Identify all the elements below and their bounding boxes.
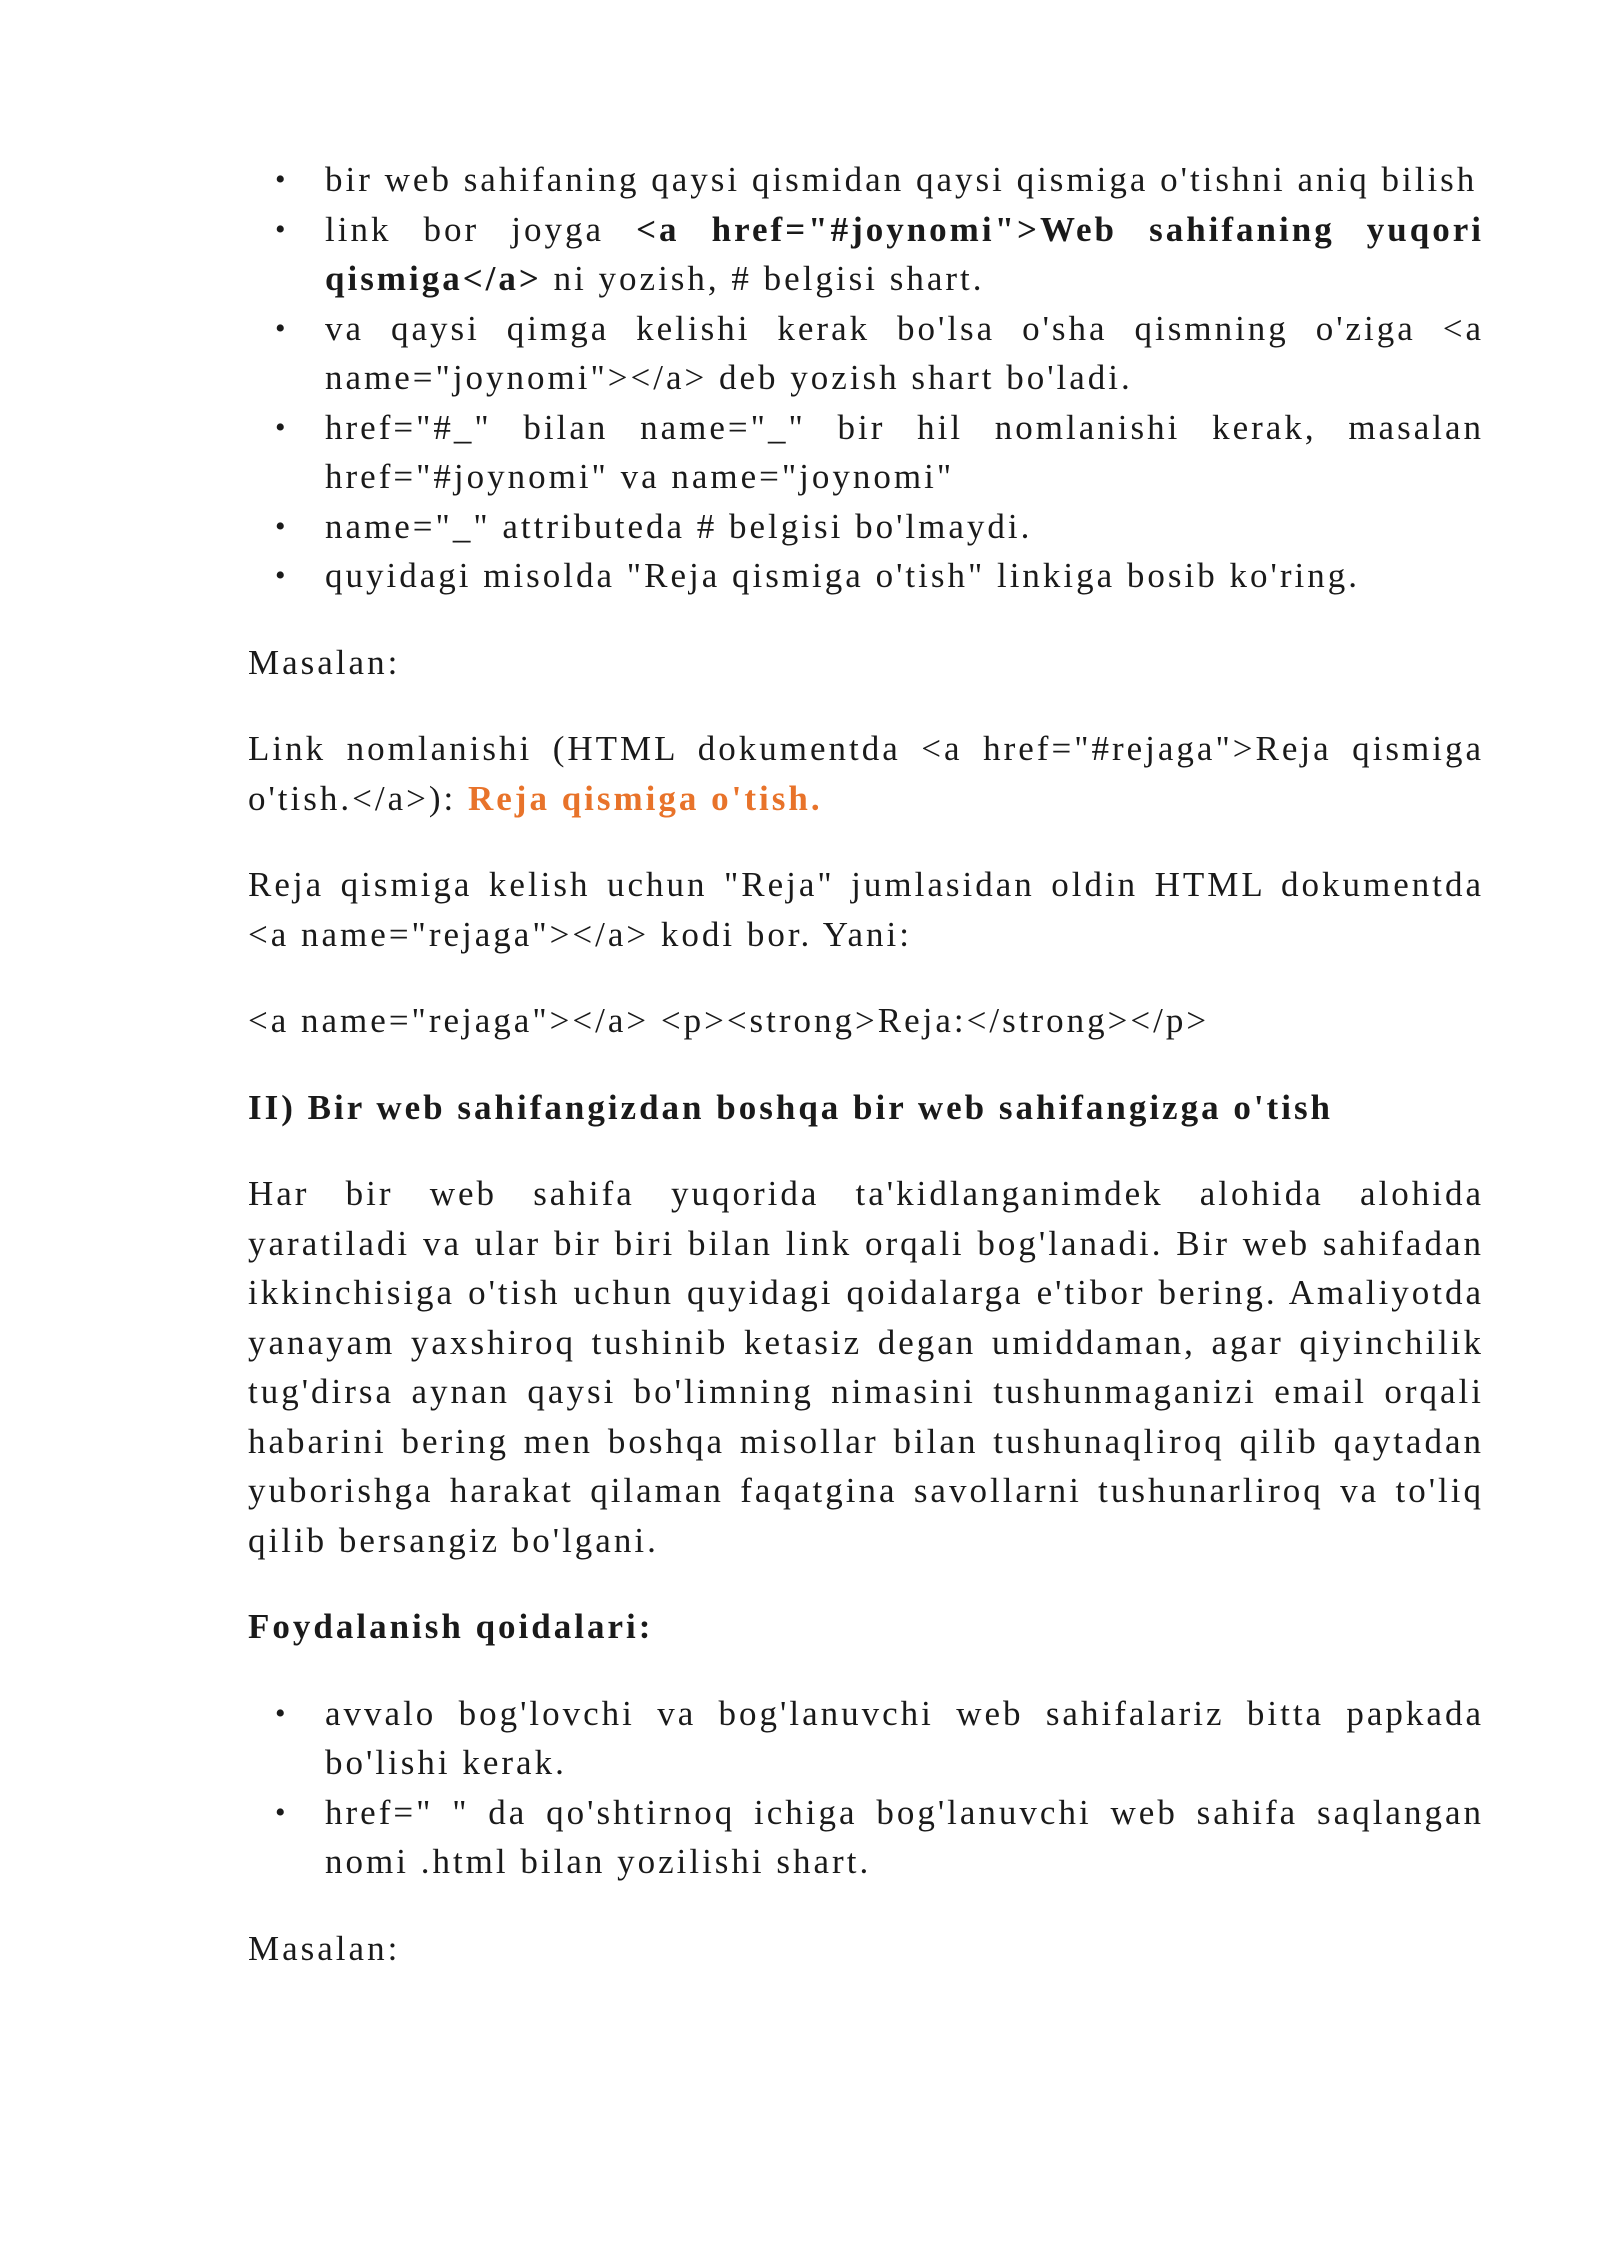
list-item-text: quyidagi misolda "Reja qismiga o'tish" linkiga bosib ko'ring.: [325, 556, 1360, 595]
list-item-text: href="#_" bilan name="_" bir hil nomlanishi kerak, masalan href="#joynomi" va name="joynomi": [325, 407, 1484, 496]
list-item-text: bir web sahifaning qaysi qismidan qaysi qismiga o'tishni aniq bilish: [325, 160, 1478, 199]
link-paragraph: [248, 724, 1484, 823]
anchor-rules-list: [248, 155, 1484, 601]
list-item: [248, 403, 1484, 502]
list-item: [248, 551, 1484, 601]
reja-paragraph: Reja qismiga kelish uchun "Reja" jumlasidan oldin HTML dokumentda <a name="rejaga"></a> kodi bor. Yani:: [248, 865, 1484, 954]
list-item: [248, 155, 1484, 205]
list-item: [248, 304, 1484, 403]
link-paragraph-text: Link nomlanishi (HTML dokumentda <a href="#rejaga">Reja qismiga o'tish.</a>):: [248, 729, 1484, 818]
list-item-text: href=" " da qo'shtirnoq ichiga bog'lanuvchi web sahifa saqlangan nomi .html bilan yozilishi shart.: [325, 1792, 1484, 1881]
list-item: [248, 502, 1484, 552]
code-snippet-bold: <a href="#joynomi">Web sahifaning yuqori qismiga</a>: [325, 209, 1484, 298]
section-heading: [248, 1083, 1484, 1133]
list-item-text: name="_" attributeda # belgisi bo'lmaydi.: [325, 506, 1033, 546]
list-item: [248, 1788, 1484, 1887]
list-item-text: va qaysi qimga kelishi kerak bo'lsa o'sha qismning o'ziga <a name="joynomi"></a> deb yozish shart bo'ladi.: [325, 308, 1484, 397]
code-line: <a name="rejaga"></a> <p><strong>Reja:</strong></p>: [248, 1001, 1210, 1040]
example-label: Masalan:: [248, 642, 401, 682]
list-item: [248, 205, 1484, 304]
list-item: [248, 1689, 1484, 1788]
rules-heading-text: Foydalanish qoidalari:: [248, 1607, 654, 1646]
section-heading-text: II) Bir web sahifangizdan boshqa bir web sahifangizga o'tish: [248, 1087, 1334, 1127]
document-page: [248, 155, 1484, 1973]
rules-heading: [248, 1602, 1484, 1652]
list-item-text: avvalo bog'lovchi va bog'lanuvchi web sahifalariz bitta papkada bo'lishi kerak.: [325, 1693, 1484, 1782]
reja-link[interactable]: Reja qismiga o'tish.: [468, 778, 823, 818]
list-item-text: link bor joyga: [325, 209, 637, 249]
usage-rules-list: [248, 1689, 1484, 1887]
list-item-text: ni yozish, # belgisi shart.: [541, 259, 985, 298]
body-paragraph: Har bir web sahifa yuqorida ta'kidlanganimdek alohida alohida yaratiladi va ular bir biri bilan link orqali bog'lanadi. Bir web sahifadan ikkinchisiga o'tish uchun quyidagi qoidalarga e'tibor bering. Amaliyotda yanayam yaxshiroq tushinib ketasiz degan umiddaman, agar qiyinchilik tug'dirsa aynan qaysi bo'limning nimasini tushunmaganizi email orqali habarini bering men boshqa misollar bilan tushunaqliroq qilib qaytadan yuborishga harakat qilaman faqatgina savollarni tushunarliroq va to'liq qilib bersangiz bo'lgani.: [248, 1174, 1484, 1560]
example-label: Masalan:: [248, 1928, 401, 1968]
